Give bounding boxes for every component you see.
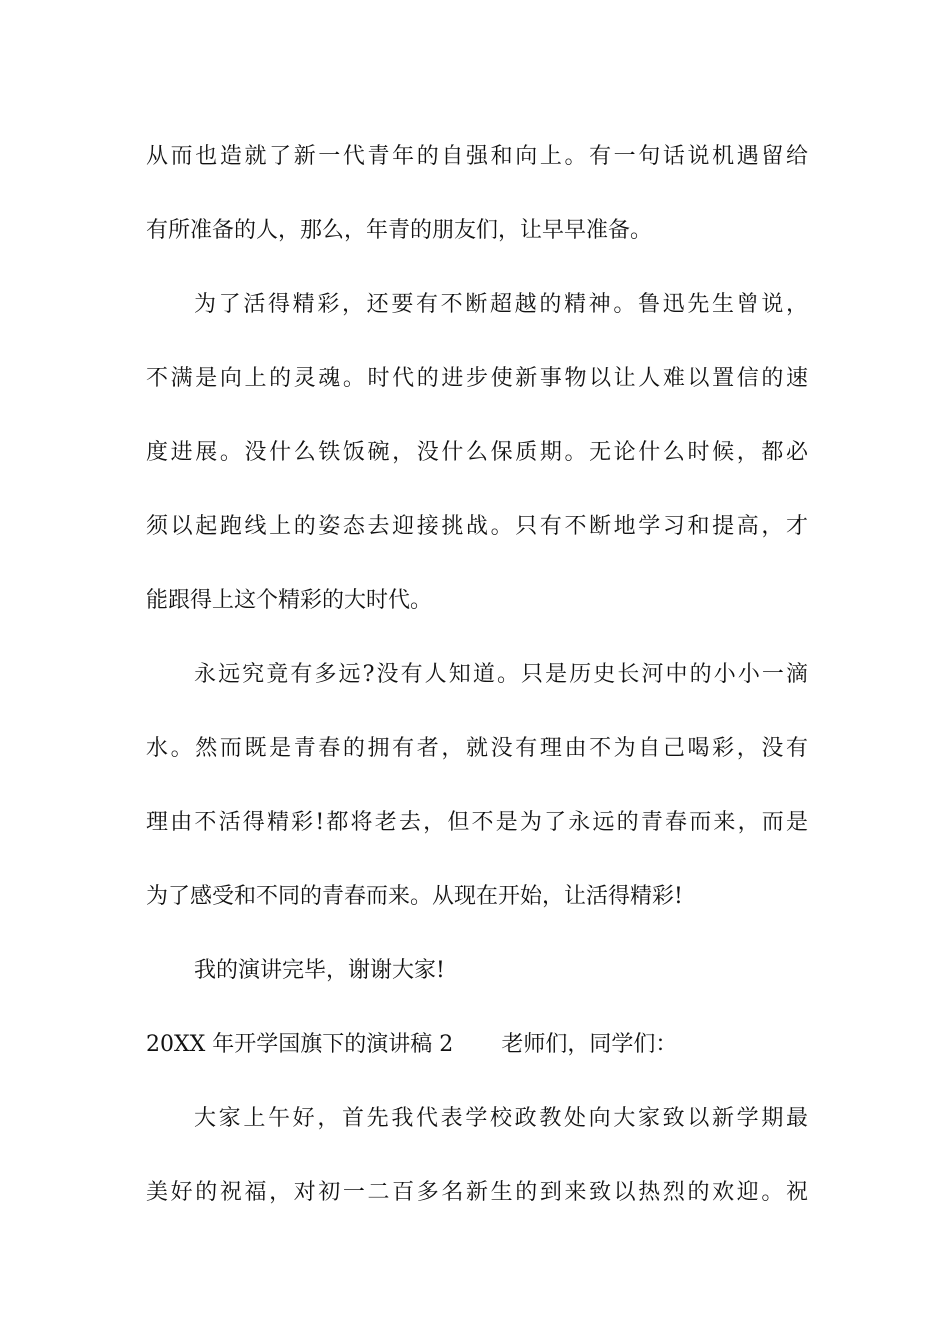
- paragraph-line: 水。然而既是青春的拥有者，就没有理由不为自己喝彩，没有: [146, 736, 808, 761]
- paragraph-line: 美好的祝福，对初一二百多名新生的到来致以热烈的欢迎。祝: [146, 1180, 808, 1205]
- speech-title: 20XX 年开学国旗下的演讲稿 2: [146, 1032, 454, 1057]
- paragraph-line: 大家上午好，首先我代表学校政教处向大家致以新学期最: [194, 1106, 808, 1131]
- speech-salutation: 老师们，同学们：: [501, 1032, 678, 1057]
- paragraph-line: 为了活得精彩，还要有不断超越的精神。鲁迅先生曾说，: [194, 292, 808, 317]
- paragraph-line: 为了感受和不同的青春而来。从现在开始，让活得精彩!: [146, 884, 683, 909]
- paragraph-line: 须以起跑线上的姿态去迎接挑战。只有不断地学习和提高，才: [146, 514, 808, 539]
- paragraph-line: 不满是向上的灵魂。时代的进步使新事物以让人难以置信的速: [146, 366, 808, 391]
- paragraph-line: 理由不活得精彩!都将老去，但不是为了永远的青春而来，而是: [146, 810, 808, 835]
- speech-heading: [146, 1027, 677, 1063]
- paragraph-line: 永远究竟有多远?没有人知道。只是历史长河中的小小一滴: [194, 662, 808, 687]
- paragraph-line: 度进展。没什么铁饭碗，没什么保质期。无论什么时候，都必: [146, 440, 808, 465]
- paragraph-line: 从而也造就了新一代青年的自强和向上。有一句话说机遇留给: [146, 144, 808, 169]
- closing-line: 我的演讲完毕，谢谢大家!: [194, 958, 445, 983]
- paragraph-line: 有所准备的人，那么，年青的朋友们，让早早准备。: [146, 218, 653, 243]
- paragraph-line: 能跟得上这个精彩的大时代。: [146, 588, 433, 613]
